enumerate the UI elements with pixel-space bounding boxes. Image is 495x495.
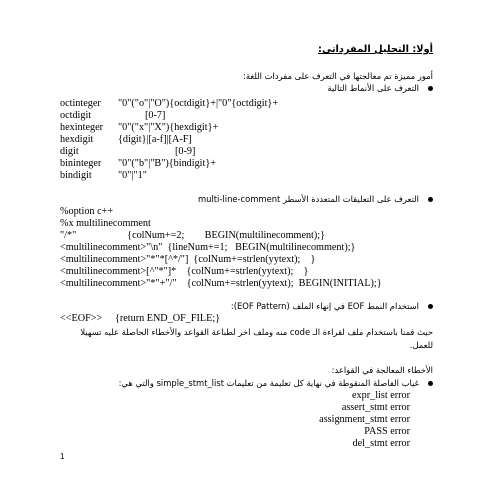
error-item: expr_list error: [352, 390, 410, 401]
bullet-marker: [428, 304, 433, 309]
pattern-name: octinteger: [60, 98, 101, 109]
bullet-marker: [428, 197, 433, 202]
pattern-name: hexdigit: [60, 134, 94, 145]
bullet-missing-semicolon: غياب الفاصلة المنقوطة في نهاية كل تعليمة من تعليمات simple_stmt_list والتي هي:: [118, 378, 419, 388]
pattern-rule: "0"("o"|"O"){octdigit}+|"0"{octdigit}+: [118, 98, 279, 109]
code-line: <multilinecomment>[^"*"]* {colNum+=strlen(yytext); }: [60, 266, 309, 277]
code-line: <multilinecomment>"\n" {lineNum+=1; BEGIN(multilinecomment);}: [60, 242, 356, 253]
error-item: assert_stmt error: [341, 402, 410, 413]
pattern-rule: {digit}|[a-f]|[A-F]: [118, 134, 192, 145]
code-line: %option c++: [60, 206, 114, 217]
pattern-rule: "0"("x"|"X"){hexdigit}+: [118, 122, 219, 133]
error-item: assignment_stmt error: [319, 414, 410, 425]
pattern-name: digit: [60, 146, 79, 157]
paragraph-line: للعمل.: [409, 340, 433, 350]
eof-code-line: <<EOF>> {return END_OF_FILE;}: [60, 313, 221, 324]
page-number: 1: [60, 452, 65, 461]
bullet-eof-pattern: استخدام النمط EOF في إنهاء الملف (EOF Pattern):: [230, 301, 419, 311]
pattern-rule: [0-9]: [175, 146, 196, 157]
code-line: <multilinecomment>"*"+"/" {colNum+=strlen(yytext); BEGIN(INITIAL);}: [60, 278, 382, 289]
pattern-name: bindigit: [60, 170, 92, 181]
bullet-multiline-comment: التعرف على التعليقات المتعددة الأسطر multi-line-comment: [197, 194, 419, 204]
error-item: PASS error: [364, 426, 410, 437]
code-line: %x multilinecomment: [60, 218, 151, 229]
pattern-name: hexinteger: [60, 122, 103, 133]
pattern-rule: "0"("b"|"B"){bindigit}+: [118, 158, 216, 169]
intro-text: أمور مميزة تم معالجتها في التعرف على مفردات اللغة:: [243, 71, 433, 81]
bullet-marker: [428, 381, 433, 386]
code-line: <multilinecomment>"*"*[^*/"] {colNum+=strlen(yytext); }: [60, 254, 316, 265]
section-title: أولا: التحليل المفرداتي:: [318, 44, 433, 55]
pattern-name: bininteger: [60, 158, 102, 169]
pattern-rule: [0-7]: [145, 110, 166, 121]
bullet-marker: [428, 86, 433, 91]
pattern-name: octdigit: [60, 110, 92, 121]
error-item: del_stmt error: [352, 438, 410, 449]
errors-heading: الأخطاء المعالجة في القواعد:: [331, 365, 433, 375]
pattern-rule: "0"|"1": [118, 170, 147, 181]
bullet-patterns: التعرف على الأنماط التالية: [327, 83, 419, 93]
code-line: "/*" {colNum+=2; BEGIN(multilinecomment);}: [60, 230, 326, 241]
paragraph-line: حيث قمنا باستخدام ملف لقراءة الـ code منه وملف اخر لطباعة القواعد والأخطاء الحاصلة عليه تسهيلا: [80, 327, 433, 337]
